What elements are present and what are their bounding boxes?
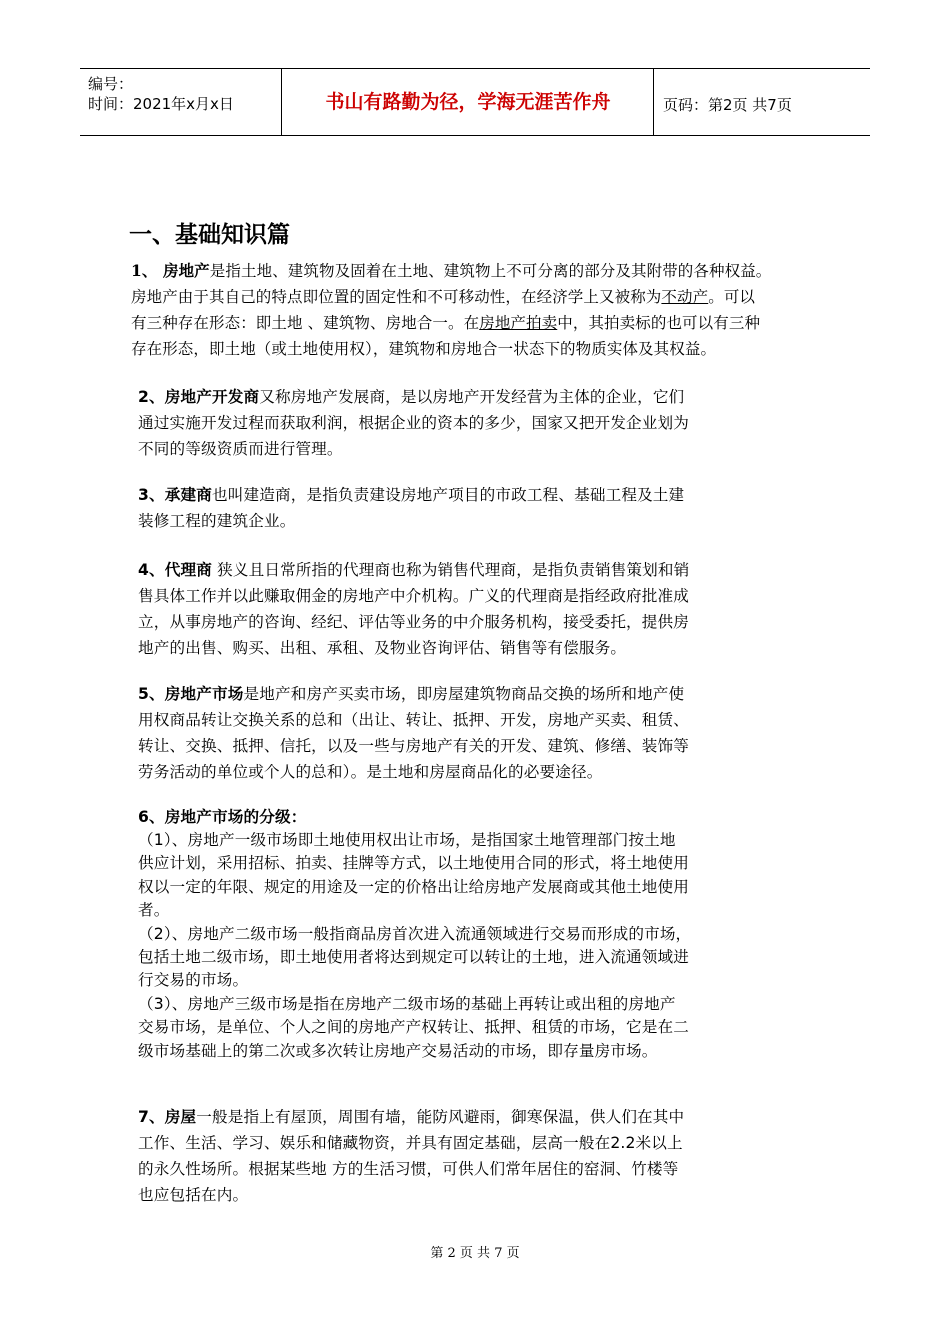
paragraph-developer [138,384,689,462]
p7-line-4: 也应包括在内。 [138,1186,249,1204]
paragraph-market [138,681,689,785]
p6-line: （2）、房地产二级市场一般指商品房首次进入流通领域进行交易而形成的市场， [138,924,692,943]
p5-line-3: 转让、交换、抵押、信托，以及一些与房地产有关的开发、建筑、修缮、装饰等 [138,737,690,755]
p4-line-3: 立，从事房地产的咨询、经纪、评估等业务的中介服务机构，接受委托，提供房 [138,613,690,631]
p6-line: 供应计划，采用招标、拍卖、挂牌等方式，以土地使用合同的形式，将土地使用 [138,854,690,873]
p7-line-1-text: 一般是指上有屋顶，周围有墙，能防风避雨，御寒保温，供人们在其中 [196,1108,685,1126]
p4-line-1-text: 狭义且日常所指的代理商也称为销售代理商，是指负责销售策划和销 [211,561,690,579]
p6-line: 包括土地二级市场，即土地使用者将达到规定可以转让的土地，进入流通领域进 [138,947,690,966]
header-divider-left [281,68,282,136]
p2-line-1 [138,384,689,410]
p6-line: （3）、房地产三级市场是指在房地产二级市场的基础上再转让或出租的房地产 [138,994,676,1013]
p1-line-2-tail: 。可以 [708,288,756,306]
p1-line-1-text: 是指土地、建筑物及固着在土地、建筑物上不可分离的部分及其附带的各种权益。 [209,262,772,280]
page-footer: 第 2 页 共 7 页 [430,1246,520,1261]
p5-line-1-text: 是地产和房产买卖市场，即房屋建筑物商品交换的场所和地产使 [243,685,685,703]
header-divider-right [653,68,654,136]
p3-line-1-text: 也叫建造商，是指负责建设房地产项目的市政工程、基础工程及土建 [211,486,685,504]
header-top-rule [80,68,870,69]
p7-line-3: 的永久性场所。根据某些地 方的生活习惯，可供人们常年居住的窑洞、竹楼等 [138,1160,679,1178]
p2-line-1-text: 又称房地产发展商，是以房地产开发经营为主体的企业，它们 [259,388,685,406]
paragraph-market-levels [138,805,691,1063]
p5-line-2: 用权商品转让交换关系的总和（出让、转让、抵押、开发，房地产买卖、租赁、 [138,711,690,729]
p6-line: 交易市场，是单位、个人之间的房地产产权转让、抵押、租赁的市场，它是在二 [138,1018,690,1037]
doc-number-label: 编号： [88,75,134,93]
p1-line-1 [131,258,771,284]
p6-line: 级市场基础上的第二次或多次转让房地产交易活动的市场，即存量房市场。 [138,1041,658,1060]
p4-head: 4、代理商 [138,561,212,579]
p4-line-4: 地产的出售、购买、出租、承租、及物业咨询评估、销售等有偿服务。 [138,639,627,657]
p2-line-3: 不同的等级资质而进行管理。 [138,440,343,458]
p5-head: 5、房地产市场 [138,685,244,703]
p3-head: 3、承建商 [138,486,212,504]
p1-number: 1、 [131,261,163,280]
p1-line-3-text: 有三种存在形态：即土地 、建筑物、房地合一。在 [131,314,480,332]
paragraph-real-estate [131,258,771,362]
p1-line-4: 存在形态，即土地（或土地使用权），建筑物和房地合一状态下的物质实体及其权益。 [131,340,717,358]
paragraph-contractor [138,482,684,534]
p2-head: 2、房地产开发商 [138,388,260,406]
p1-term: 房地产 [162,261,210,280]
p4-line-2: 售具体工作并以此赚取佣金的房地产中介机构。广义的代理商是指经政府批准成 [138,587,690,605]
p1-line-3 [131,310,771,336]
p4-line-1 [138,557,689,583]
p1-line-2 [131,284,771,310]
header-page-label: 页码：第2页 共7页 [663,96,792,114]
p6-line: （1）、房地产一级市场即土地使用权出让市场，是指国家土地管理部门按土地 [138,831,676,849]
header-bottom-rule [80,135,870,136]
p6-line: 权以一定的年限、规定的用途及一定的价格出让给房地产发展商或其他土地使用 [138,877,690,896]
paragraph-house [138,1104,684,1208]
section-title: 一、基础知识篇 [129,222,290,248]
p1-line-2-text: 房地产由于其自己的特点即位置的固定性和不可移动性，在经济学上又被称为 [131,288,662,306]
p7-line-2: 工作、生活、学习、娱乐和储藏物资，并具有固定基础，层高一般在2.2米以上 [138,1134,683,1152]
p7-head: 7、房屋 [138,1108,197,1126]
link-real-estate-auction[interactable]: 房地产拍卖 [479,314,558,332]
p7-line-1 [138,1104,684,1130]
doc-time-label: 时间：2021年x月x日 [88,95,234,113]
p5-line-1 [138,681,689,707]
p3-line-2: 装修工程的建筑企业。 [138,512,296,530]
p5-line-4: 劳务活动的单位或个人的总和）。是土地和房屋商品化的必要途径。 [138,763,603,781]
header-motto: 书山有路勤为径，学海无涯苦作舟 [325,91,611,113]
paragraph-agent [138,557,689,661]
p6-head: 6、房地产市场的分级： [138,808,307,826]
link-immovable-property[interactable]: 不动产 [661,288,709,306]
p1-line-3-tail: 中，其拍卖标的也可以有三种 [557,314,761,332]
p6-line: 行交易的市场。 [138,971,249,990]
p6-line: 者。 [138,901,170,920]
p2-line-2: 通过实施开发过程而获取利润，根据企业的资本的多少，国家又把开发企业划为 [138,414,690,432]
p3-line-1 [138,482,684,508]
